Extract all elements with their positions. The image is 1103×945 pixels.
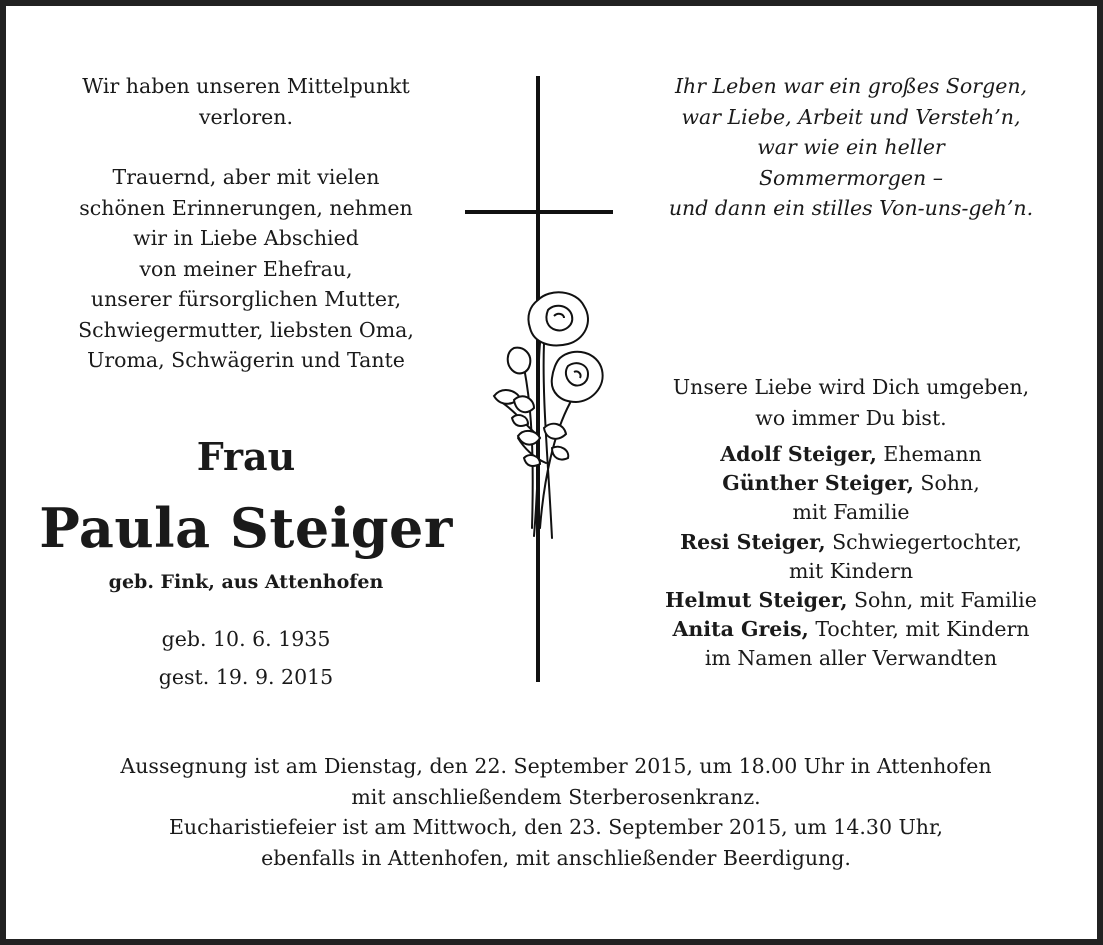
mourning-line: wir in Liebe Abschied xyxy=(133,226,359,250)
family-member-name: Adolf Steiger, xyxy=(720,442,877,466)
family-member xyxy=(631,498,1071,527)
poem-line: war wie ein heller xyxy=(757,135,945,159)
mourning-line: Schwiegermutter, liebsten Oma, xyxy=(78,317,414,342)
family-list xyxy=(631,440,1071,674)
family-member xyxy=(631,440,1071,469)
family-member-name: Resi Steiger, xyxy=(680,529,826,554)
left-column xyxy=(36,71,456,376)
family-member xyxy=(631,557,1071,586)
love-line: Unsere Liebe wird Dich umgeben, xyxy=(672,375,1030,399)
deceased-origin: geb. Fink, aus Attenhofen xyxy=(108,571,384,593)
poem xyxy=(631,71,1071,224)
mourning-line: Uroma, Schwägerin und Tante xyxy=(87,348,405,372)
ceremony-info xyxy=(46,751,1066,873)
family-member-role: Sohn, xyxy=(920,471,980,496)
mourning-line: schönen Erinnerungen, nehmen xyxy=(79,195,413,220)
cross-bar xyxy=(465,210,613,214)
family-member-name: Anita Greis, xyxy=(672,617,809,642)
mourners-block xyxy=(631,372,1071,674)
birth-date: geb. 10. 6. 1935 xyxy=(161,627,331,651)
poem-line: Sommermorgen – xyxy=(759,165,943,190)
deceased-name: Paula Steiger xyxy=(39,496,453,560)
family-member-role: Ehemann xyxy=(883,442,982,466)
life-dates xyxy=(36,620,456,696)
ceremony-line: Aussegnung ist am Dienstag, den 22. September 2015, um 18.00 Uhr in Attenhofen xyxy=(120,754,992,778)
rose-icon xyxy=(484,288,614,543)
poem-line: und dann ein stilles Von-uns-geh’n. xyxy=(668,196,1034,220)
poem-line: Ihr Leben war ein großes Sorgen, xyxy=(674,74,1028,98)
mourning-line: unserer fürsorglichen Mutter, xyxy=(90,287,402,311)
family-member xyxy=(631,615,1071,644)
ceremony-line: ebenfalls in Attenhofen, mit anschließender Beerdigung. xyxy=(261,845,851,870)
family-member xyxy=(631,528,1071,557)
family-member xyxy=(631,586,1071,615)
family-member-role: mit Kindern xyxy=(788,558,914,583)
family-member-role: Sohn, mit Familie xyxy=(853,588,1037,613)
poem-line: war Liebe, Arbeit und Versteh’n, xyxy=(681,104,1021,129)
family-member xyxy=(631,469,1071,498)
ceremony-line: mit anschließendem Sterberosenkranz. xyxy=(351,784,761,809)
love-line: wo immer Du bist. xyxy=(755,405,947,430)
mourning-line: Trauernd, aber mit vielen xyxy=(112,165,380,189)
mourning-line: von meiner Ehefrau, xyxy=(139,256,353,281)
intro-text: Wir haben unseren Mittelpunkt verloren. xyxy=(82,74,410,129)
family-member-role: Tochter, mit Kindern xyxy=(815,617,1030,642)
ceremony-line: Eucharistiefeier ist am Mittwoch, den 23. September 2015, um 14.30 Uhr, xyxy=(168,815,944,839)
closing-line: im Namen aller Verwandten xyxy=(704,646,998,671)
death-date: gest. 19. 9. 2015 xyxy=(158,665,334,689)
family-member-role: Schwiegertochter, xyxy=(832,529,1022,554)
right-column xyxy=(631,71,1071,224)
deceased-title: Frau xyxy=(196,434,296,479)
family-member-name: Günther Steiger, xyxy=(722,471,914,496)
family-member-name: Helmut Steiger, xyxy=(665,588,848,613)
family-member-role: mit Familie xyxy=(792,500,910,525)
